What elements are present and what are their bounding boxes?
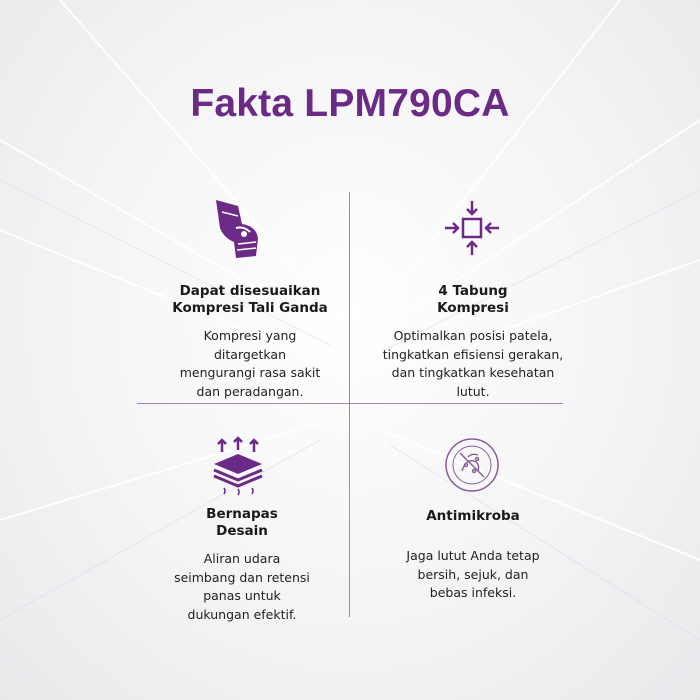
antimicrobial-seal-icon [444, 437, 500, 493]
feature-adjustable-compression [134, 283, 366, 401]
feature-description: Kompresi yang ditargetkan mengurangi rasa sakit dan peradangan. [179, 328, 321, 399]
feature-breathable-design [142, 506, 342, 624]
feature-compression-tubes [368, 283, 578, 401]
page-title: Fakta LPM790CA [190, 82, 510, 125]
feature-title: Antimikroba [426, 508, 520, 524]
compression-arrows-icon [443, 199, 501, 257]
feature-title: Bernapas Desain [206, 506, 278, 539]
feature-description: Aliran udara seimbang dan retensi panas untuk dukungan efektif. [174, 551, 310, 622]
feature-title: 4 Tabung Kompresi [437, 283, 509, 316]
knee-brace-icon [210, 198, 266, 260]
feature-title: Dapat disesuaikan Kompresi Tali Ganda [172, 283, 328, 316]
horizontal-divider [137, 403, 563, 404]
feature-description: Optimalkan posisi patela, tingkatkan efisiensi gerakan, dan tingkatkan kesehatan lutut. [382, 328, 564, 399]
breathable-layers-icon [210, 436, 266, 496]
feature-antimicrobial [368, 508, 578, 603]
vertical-divider [349, 192, 350, 617]
feature-description: Jaga lutut Anda tetap bersih, sejuk, dan bebas infeksi. [406, 548, 540, 600]
